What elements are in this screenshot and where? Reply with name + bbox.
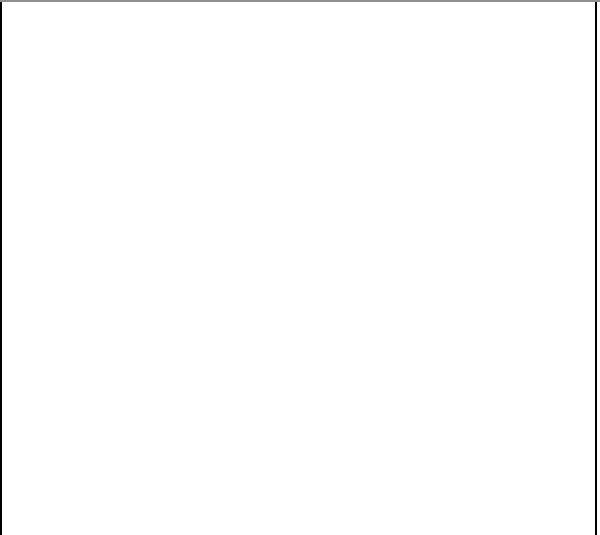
screenshot-cut-line [0, 0, 600, 2]
